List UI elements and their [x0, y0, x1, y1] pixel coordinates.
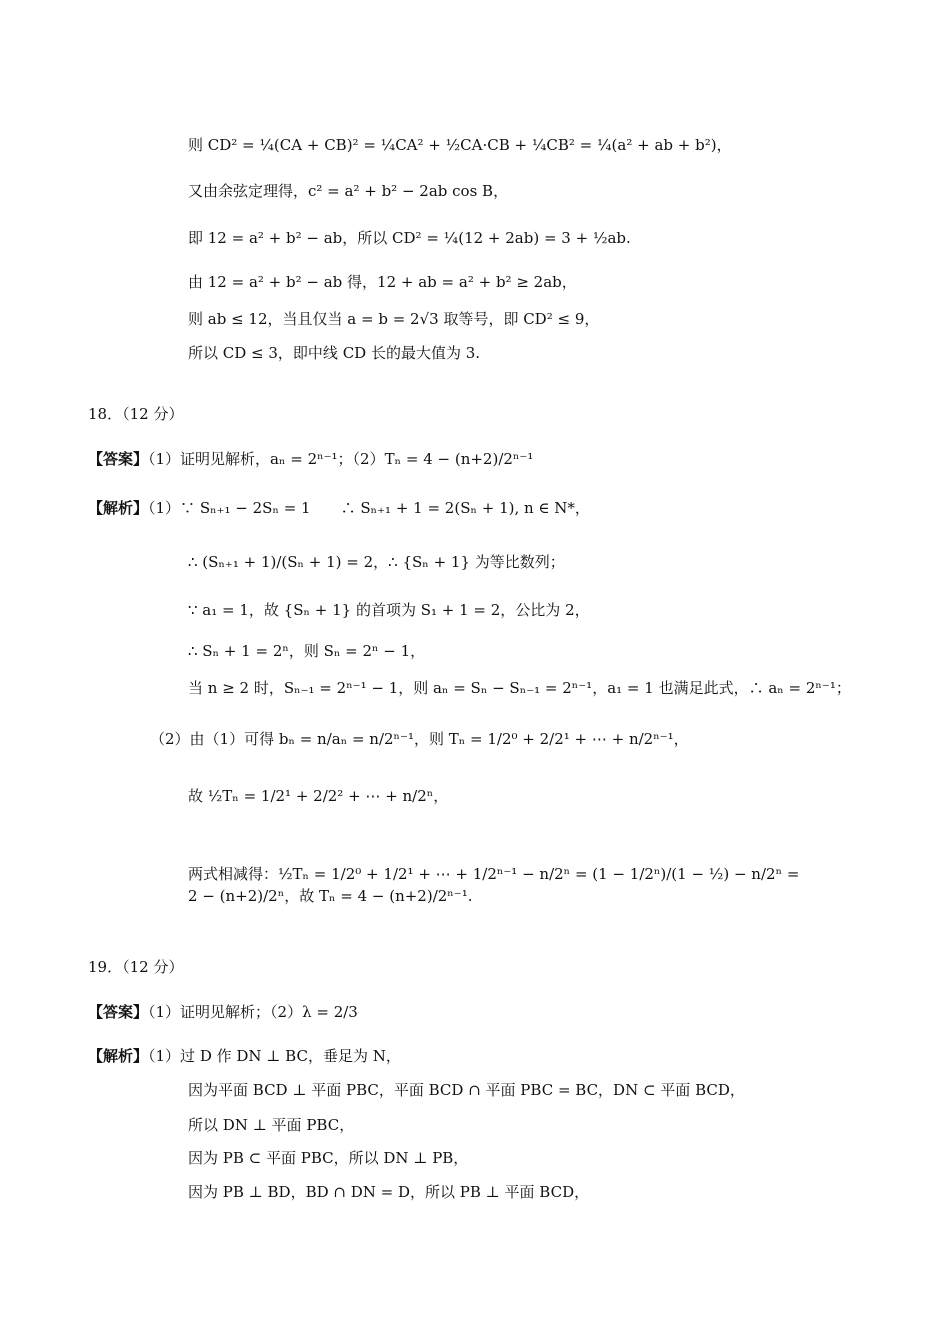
answer-text: （1）证明见解析，aₙ = 2ⁿ⁻¹；（2）Tₙ = 4 − (n+2)/2ⁿ⁻¹ — [148, 450, 534, 468]
text-line: （2）由（1）可得 bₙ = n/aₙ = n/2ⁿ⁻¹，则 Tₙ = 1/2⁰ + 2/2¹ + ⋯ + n/2ⁿ⁻¹， — [150, 730, 689, 748]
text-line: 因为 PB ⊥ BD，BD ∩ DN = D，所以 PB ⊥ 平面 BCD， — [188, 1183, 590, 1201]
text-line: 故 ½Tₙ = 1/2¹ + 2/2² + ⋯ + n/2ⁿ， — [188, 787, 449, 805]
text-line: 两式相减得：½Tₙ = 1/2⁰ + 1/2¹ + ⋯ + 1/2ⁿ⁻¹ − n/2ⁿ = (1 − 1/2ⁿ)/(1 − ½) − n/2ⁿ = 2 − (n+2)/2ⁿ，故 Tₙ = 4 − (n+2)/2ⁿ⁻¹. — [188, 865, 800, 905]
answer-label: 【答案】 — [88, 1003, 149, 1021]
text-line: 则 CD² = ¼(CA + CB)² = ¼CA² + ½CA·CB + ¼CB² = ¼(a² + ab + b²)， — [188, 136, 732, 154]
text-line: 所以 DN ⊥ 平面 PBC， — [188, 1116, 355, 1134]
answer-label: 【答案】 — [88, 450, 149, 468]
text-line: 所以 CD ≤ 3，即中线 CD 长的最大值为 3. — [188, 344, 481, 362]
text-line: 又由余弦定理得，c² = a² + b² − 2ab cos B， — [188, 182, 509, 200]
text-line: 当 n ≥ 2 时，Sₙ₋₁ = 2ⁿ⁻¹ − 1，则 aₙ = Sₙ − Sₙ₋₁ = 2ⁿ⁻¹，a₁ = 1 也满足此式，∴ aₙ = 2ⁿ⁻¹； — [188, 679, 851, 697]
text-line: 由 12 = a² + b² − ab 得，12 + ab = a² + b² ≥ 2ab， — [188, 273, 577, 291]
question-number: 19．（12 分） — [88, 958, 184, 976]
text-line: ∵ a₁ = 1，故 {Sₙ + 1} 的首项为 S₁ + 1 = 2，公比为 2， — [188, 601, 590, 619]
solution-text: （1）∵ Sₙ₊₁ − 2Sₙ = 1 ∴ Sₙ₊₁ + 1 = 2(Sₙ + 1), n ∈ N*， — [148, 499, 590, 517]
text-line: 因为 PB ⊂ 平面 PBC，所以 DN ⊥ PB， — [188, 1149, 469, 1167]
answer-text: （1）证明见解析；（2）λ = 2/3 — [148, 1003, 358, 1021]
solution-label: 【解析】 — [88, 1047, 149, 1065]
text-line: ∴ (Sₙ₊₁ + 1)/(Sₙ + 1) = 2，∴ {Sₙ + 1} 为等比数列； — [188, 553, 565, 571]
solution-text: （1）过 D 作 DN ⊥ BC，垂足为 N， — [148, 1047, 401, 1065]
solution-label: 【解析】 — [88, 499, 149, 517]
solution-line — [88, 1046, 401, 1066]
answer-line — [88, 1002, 358, 1022]
text-line: 则 ab ≤ 12，当且仅当 a = b = 2√3 取等号，即 CD² ≤ 9， — [188, 310, 600, 328]
text-line: 因为平面 BCD ⊥ 平面 PBC，平面 BCD ∩ 平面 PBC = BC，DN ⊂ 平面 BCD， — [188, 1081, 745, 1099]
text-line: ∴ Sₙ + 1 = 2ⁿ，则 Sₙ = 2ⁿ − 1， — [188, 642, 426, 660]
question-number: 18．（12 分） — [88, 405, 184, 423]
solution-line — [88, 498, 590, 518]
text-line: 即 12 = a² + b² − ab，所以 CD² = ¼(12 + 2ab) = 3 + ½ab. — [188, 229, 631, 247]
answer-line — [88, 449, 533, 469]
